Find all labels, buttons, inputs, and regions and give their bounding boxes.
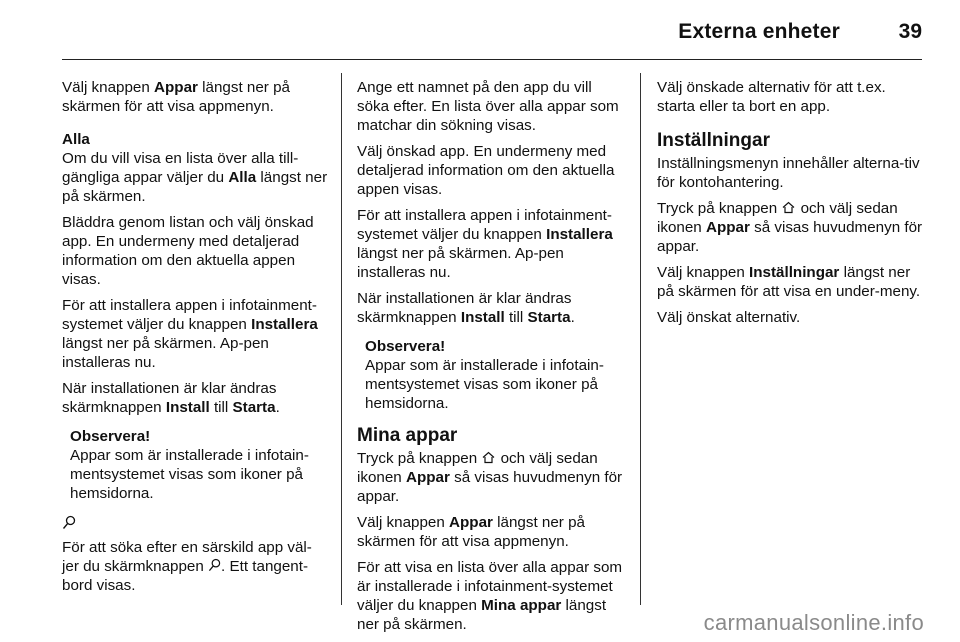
- home-icon: [481, 450, 496, 465]
- column-2: [357, 78, 623, 641]
- note-box: [357, 337, 623, 413]
- paragraph-select-app: Välj önskad app. En undermeny med detaljerad information om den aktuella appen visas.: [357, 143, 615, 198]
- column-3: [657, 78, 923, 334]
- column-divider-2: [640, 73, 641, 605]
- paragraph-settings-button: Välj knappen Inställningar längst ner på skärmen för att visa en under-meny.: [657, 264, 921, 300]
- search-heading: [62, 515, 328, 534]
- heading-mina-appar: Mina appar: [357, 425, 458, 446]
- note-title: Observera!: [70, 428, 151, 445]
- note-text: Appar som är installerade i infotain-mentsystemet visas som ikoner på hemsidorna.: [365, 357, 604, 412]
- paragraph-alla: Alla Om du vill visa en lista över alla till-gängliga appar väljer du Alla längst ner på skärmen.: [62, 131, 328, 205]
- search-icon: [208, 558, 221, 573]
- column-divider-1: [341, 73, 342, 605]
- paragraph-home: Tryck på knappen och välj sedan ikonen Appar så visas huvudmenyn för appar.: [657, 200, 923, 255]
- page-number: 39: [898, 20, 922, 43]
- search-icon: [62, 515, 76, 531]
- header-rule: [62, 59, 922, 60]
- note-box: [62, 427, 328, 503]
- paragraph-install-done: När installationen är klar ändras skärmknappen Install till Starta.: [62, 380, 280, 416]
- home-icon: [781, 200, 796, 215]
- paragraph-install: För att installera appen i infotainment-systemet väljer du knappen Installera längst ner på skärmen. Ap-pen installeras nu.: [357, 207, 613, 281]
- paragraph-home: Tryck på knappen och välj sedan ikonen Appar så visas huvudmenyn för appar.: [357, 450, 623, 505]
- subheading-alla: Alla: [62, 131, 90, 148]
- paragraph-install: För att installera appen i infotainment-systemet väljer du knappen Installera längst ner på skärmen. Ap-pen installeras nu.: [62, 297, 318, 371]
- heading-installningar: Inställningar: [657, 130, 770, 151]
- paragraph-search: För att söka efter en särskild app väl-jer du skärmknappen . Ett tangent-bord visas.: [62, 539, 312, 594]
- paragraph-install-done: När installationen är klar ändras skärmknappen Install till Starta.: [357, 290, 575, 326]
- paragraph-options: Välj önskade alternativ för att t.ex. starta eller ta bort en app.: [657, 79, 886, 115]
- paragraph-mina-appar: För att visa en lista över alla appar som är installerade i infotainment-systemet väljer du knappen Mina appar längst ner på skärmen.: [357, 559, 623, 633]
- paragraph-choose-option: Välj önskat alternativ.: [657, 309, 801, 326]
- paragraph-appar-menu: Välj knappen Appar längst ner på skärmen för att visa appmenyn.: [62, 79, 290, 115]
- paragraph-appar-menu: Välj knappen Appar längst ner på skärmen för att visa appmenyn.: [357, 514, 585, 550]
- note-title: Observera!: [365, 338, 446, 355]
- paragraph-enter-name: Ange ett namnet på den app du vill söka efter. En lista över alla appar som matchar din sökning visas.: [357, 79, 619, 134]
- paragraph-browse: Bläddra genom listan och välj önskad app. En undermeny med detaljerad information om den aktuella appen visas.: [62, 214, 314, 288]
- page-header-title: Externa enheter: [678, 20, 840, 43]
- paragraph-settings-menu: Inställningsmenyn innehåller alterna-tiv för kontohantering.: [657, 155, 920, 191]
- note-text: Appar som är installerade i infotain-mentsystemet visas som ikoner på hemsidorna.: [70, 447, 309, 502]
- column-1: [62, 78, 328, 602]
- watermark-text: carmanualsonline.info: [703, 610, 924, 635]
